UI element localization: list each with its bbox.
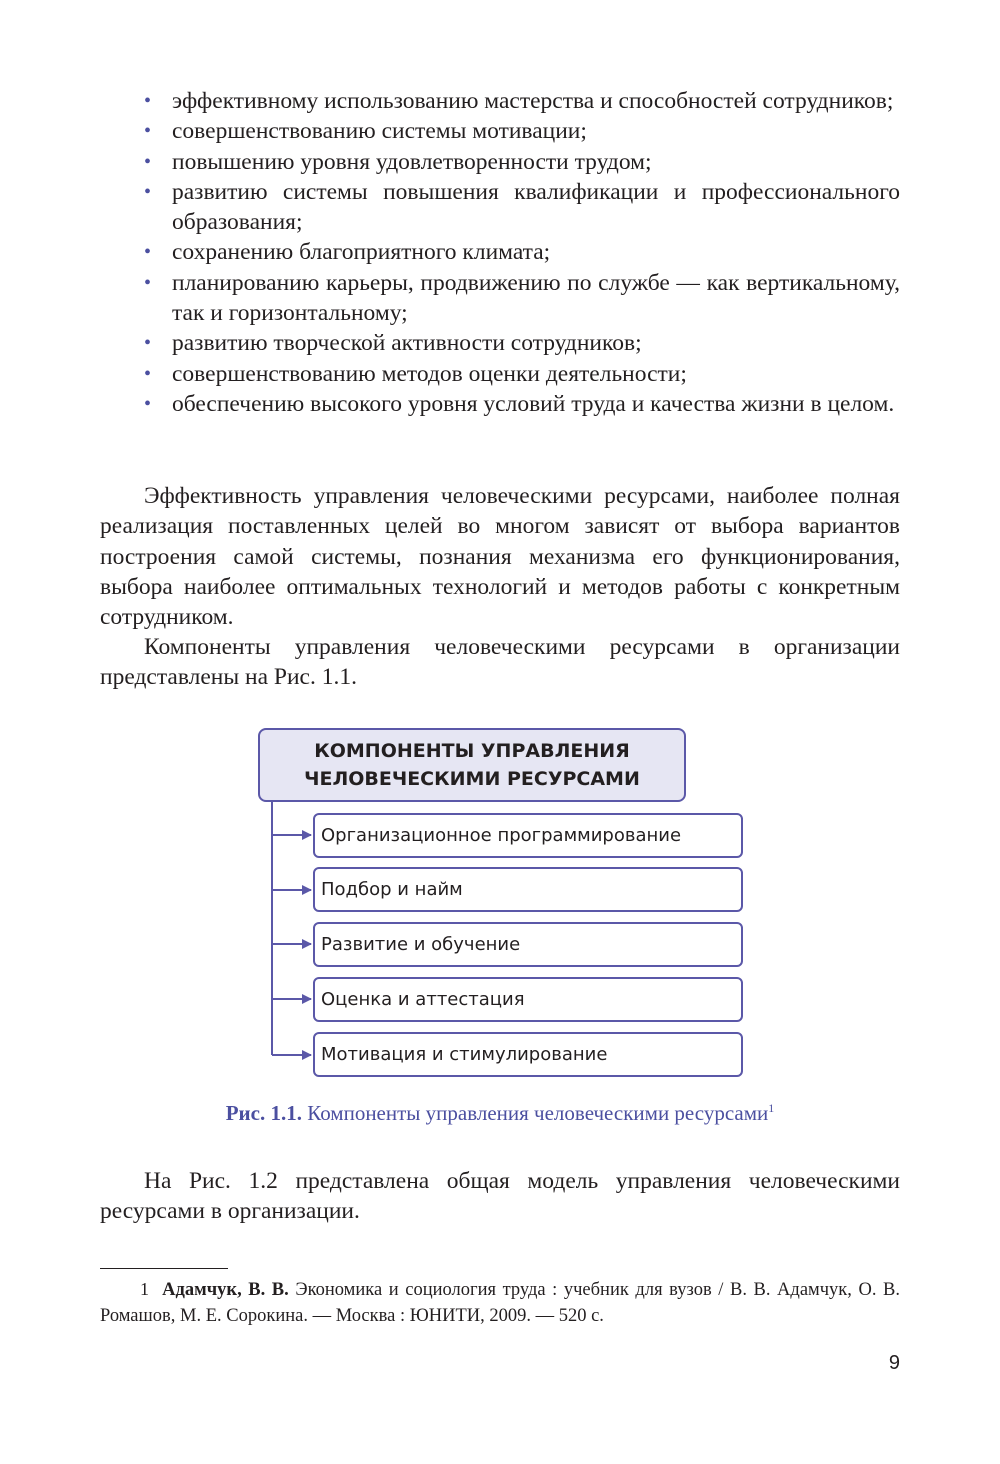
footnote-text: Экономика и социология труда : учебник для вузов / В. В. Адамчук, О. В. Ромашов, М. Е. Сорокина. — Москва : ЮНИТИ, 2009. — 520 с. [100,1280,901,1326]
paragraph-efficiency: Эффективность управления человеческими ресурсами, наиболее полная реализация поставленных целей во многом зависят от выбора вариантов построения самой системы, познания механизма его функционирования, выбора наиболее оптимальных технологий и методов работы с конкретным сотрудником. [100,483,900,631]
component-box: Развитие и обучение [313,922,743,967]
list-item: • эффективному использованию мастерства и способностей сотрудников; [100,86,900,116]
footnote-author: Адамчук, В. В. [162,1280,289,1300]
component-box: Подбор и найм [313,867,743,912]
bullet-dot-icon: • [144,392,152,415]
diagram-title-line: ЧЕЛОВЕЧЕСКИМИ РЕСУРСАМИ [304,768,640,790]
paragraph-model-intro: На Рис. 1.2 представлена общая модель управления человеческими ресурсами в организации. [100,1168,900,1225]
bullet-dot-icon: • [144,180,152,203]
list-item: • повышению уровня удовлетворенности трудом; [100,147,900,177]
page-number: 9 [888,1352,900,1374]
caption-footnote-mark: 1 [768,1101,775,1115]
component-box: Организационное программирование [313,813,743,858]
bullet-dot-icon: • [144,150,152,173]
list-item: • совершенствованию системы мотивации; [100,116,900,146]
footnote-divider [100,1268,228,1269]
list-item: • обеспечению высокого уровня условий труда и качества жизни в целом. [100,389,900,419]
footnote-number: 1 [140,1279,149,1299]
list-item: • планированию карьеры, продвижению по службе — как вертикальному, так и горизонтальному; [144,269,900,327]
bullet-dot-icon: • [144,241,152,264]
list-item: • развитию системы повышения квалификации и профессионального образования; [144,178,900,236]
caption-text: Компоненты управления человеческими ресурсами [307,1101,769,1125]
component-box: Оценка и аттестация [313,977,743,1022]
component-box: Мотивация и стимулирование [313,1032,743,1077]
diagram-title-box [258,728,686,802]
paragraph-components-intro: Компоненты управления человеческими ресурсами в организации представлены на Рис. 1.1. [100,634,900,691]
bullet-dot-icon: • [144,362,152,385]
diagram-title-line: КОМПОНЕНТЫ УПРАВЛЕНИЯ [314,740,630,762]
caption-label: Рис. 1.1. [225,1101,302,1125]
list-item: • развитию творческой активности сотрудников; [100,328,900,358]
list-item: • совершенствованию методов оценки деятельности; [100,359,900,389]
bullet-dot-icon: • [144,332,152,355]
bullet-dot-icon: • [144,271,152,294]
footnote [100,1276,900,1329]
bullet-dot-icon: • [144,90,152,112]
bullet-dot-icon: • [144,120,152,143]
list-item: • сохранению благоприятного климата; [100,237,900,267]
figure-caption [0,1101,1000,1126]
